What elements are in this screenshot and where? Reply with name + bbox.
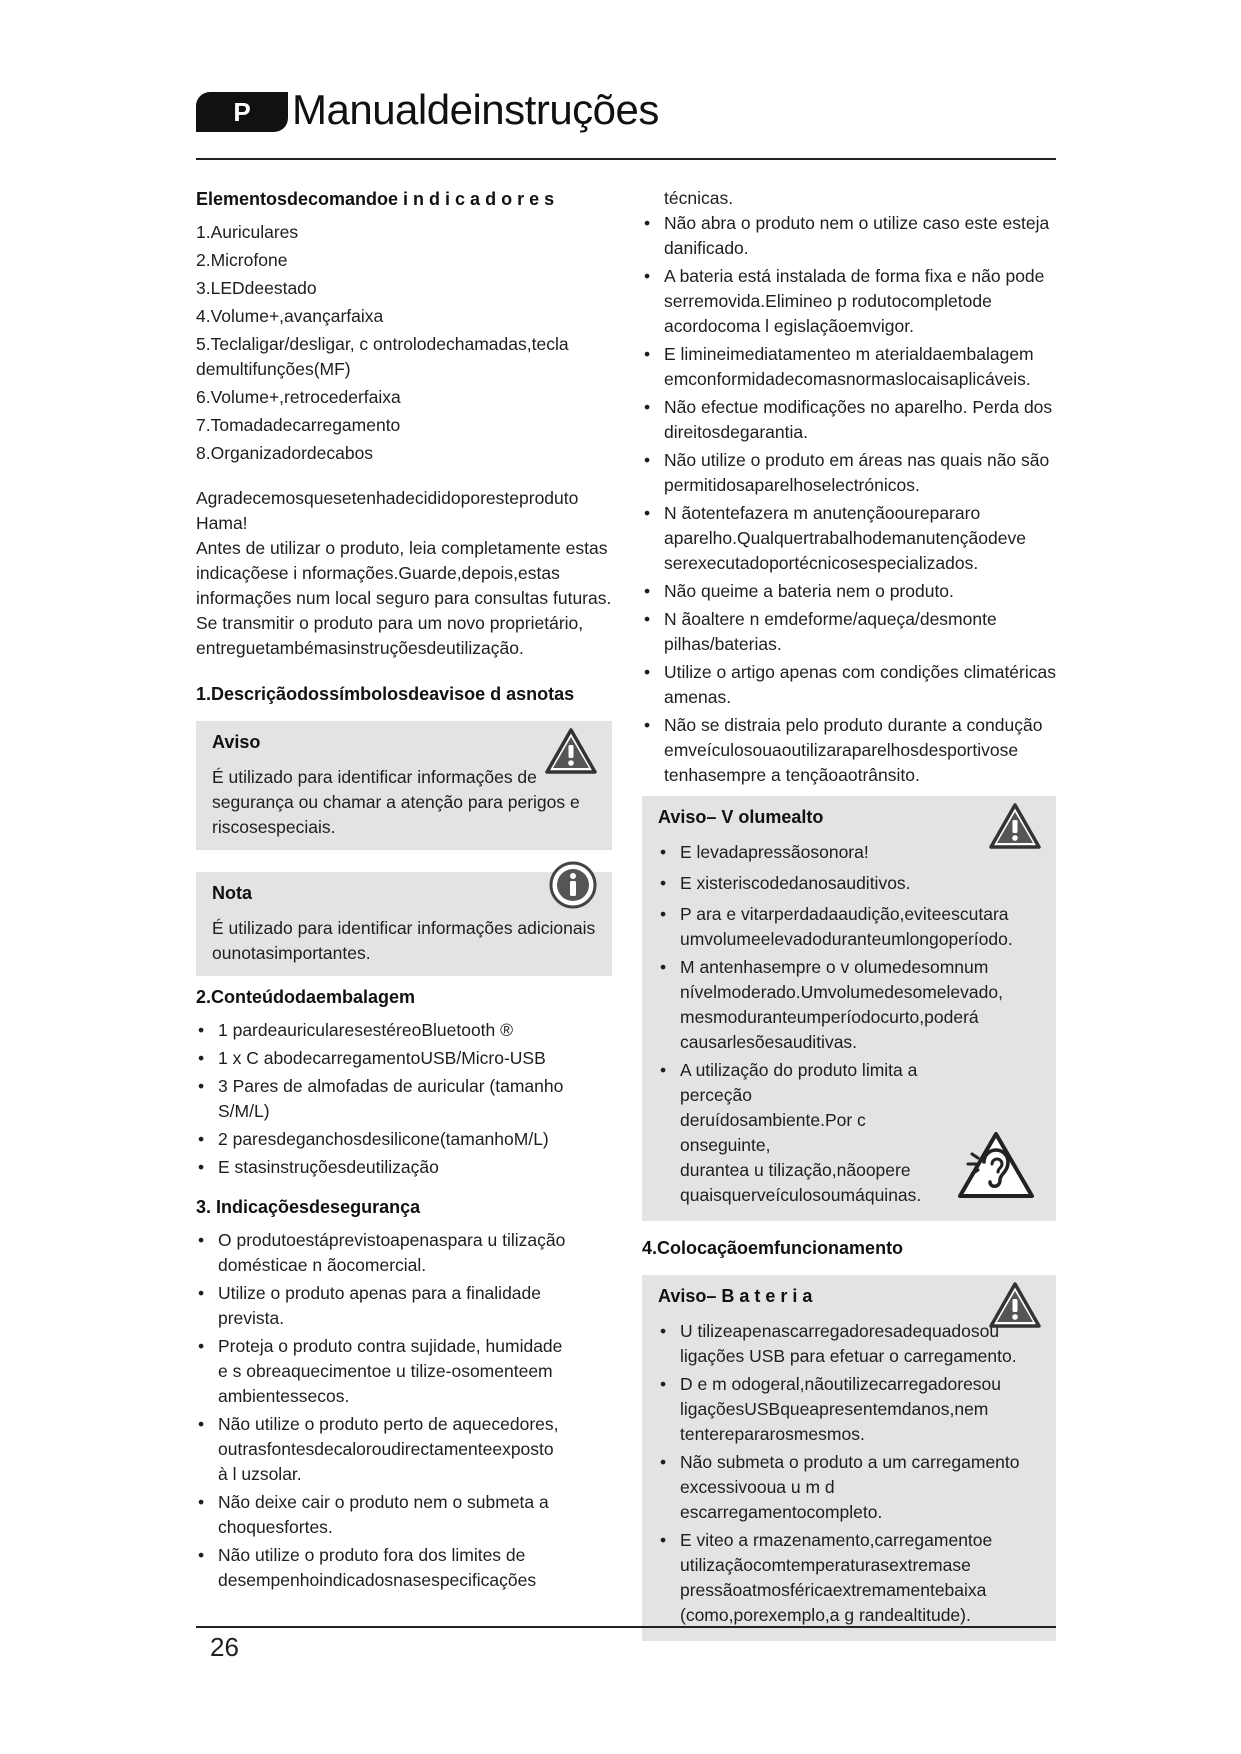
volume-warning-box bbox=[642, 796, 1056, 1221]
text-line: técnicas. bbox=[664, 188, 734, 208]
list-item: • E viteo a rmazenamento,carregamentoe utilizaçãocomtemperaturasextremase pressãoatmosféricaextremamentebaixa (como,porexemplo,a g randealtitude). bbox=[658, 1528, 1040, 1628]
right-column bbox=[642, 186, 1056, 1641]
text-line: Hama! bbox=[196, 513, 248, 533]
list-item: • A bateria está instalada de forma fixa e não pode serremovida.Elimineo p rodutocompletode acordocoma l egislaçãoemvigor. bbox=[642, 264, 1056, 339]
list-item: • N ãotentefazera m anutençãoourepararo aparelho.Qualquertrabalhodemanutençãodeve serexecutadoportécnicosespecializados. bbox=[642, 501, 1056, 576]
list-item: • D e m odogeral,nãoutilizecarregadoresou ligaçõesUSBqueapresentemdanos,nem tenterepararosmesmos. bbox=[658, 1372, 1040, 1447]
text-line: segurança ou chamar a atenção para perigos e bbox=[212, 792, 580, 812]
list-item: • Não utilize o produto fora dos limites de desempenhoindicadosnasespecificações bbox=[196, 1543, 612, 1593]
list-item: • U tilizeapenascarregadoresadequadosou ligações USB para efetuar o carregamento. bbox=[658, 1319, 1040, 1369]
battery-warning-title: Aviso– B a t e r i a bbox=[658, 1286, 813, 1306]
list-item: • Proteja o produto contra sujidade, humidade e s obreaquecimentoe u tilize-osomenteem ambientessecos. bbox=[196, 1334, 612, 1409]
list-item: • P ara e vitarperdadaaudição,eviteescutara umvolumeelevadoduranteumlongoperíodo. bbox=[658, 902, 1040, 952]
list-item: • O produtoestáprevistoapenaspara u tilização domésticae n ãocomercial. bbox=[196, 1228, 612, 1278]
list-item: • Não utilize o produto perto de aquecedores, outrasfontesdecaloroudirectamenteexposto à l uzsolar. bbox=[196, 1412, 612, 1487]
bottom-divider bbox=[196, 1626, 1056, 1628]
text-line: informações num local seguro para consultas futuras. bbox=[196, 588, 612, 608]
info-circle-icon bbox=[548, 860, 598, 917]
package-list bbox=[196, 1018, 612, 1180]
top-divider bbox=[196, 158, 1056, 160]
text-line: Agradecemosquesetenhadecididoporesteproduto bbox=[196, 488, 579, 508]
text-line: É utilizado para identificar informações adicionais bbox=[212, 918, 596, 938]
list-item: • 2 paresdeganchosdesilicone(tamanhoM/L) bbox=[196, 1127, 612, 1152]
controls-heading: Elementosdecomandoe i n d i c a d o r e s bbox=[196, 189, 555, 209]
list-item: • E xisteriscodedanosauditivos. bbox=[658, 871, 1040, 896]
controls-list bbox=[196, 220, 612, 466]
list-item: 4.Volume+,avançarfaixa bbox=[196, 306, 384, 326]
text-line: É utilizado para identificar informações de bbox=[212, 767, 537, 787]
ear-warning-icon bbox=[956, 1130, 1036, 1207]
aviso-title: Aviso bbox=[212, 732, 261, 752]
page-title: Manualdeinstruções bbox=[292, 86, 659, 133]
list-item: • A utilização do produto limita a perceção deruídosambiente.Por c onseguinte, durantea u tilização,nãoopere quaisquerveículosoumáquinas. bbox=[658, 1058, 1040, 1208]
safety-heading: 3. Indicaçõesdesegurança bbox=[196, 1197, 421, 1217]
intro-text bbox=[196, 486, 612, 661]
list-item: • Não abra o produto nem o utilize caso este esteja danificado. bbox=[642, 211, 1056, 261]
list-item: • 1 x C abodecarregamentoUSB/Micro-USB bbox=[196, 1046, 612, 1071]
list-item: 6.Volume+,retrocederfaixa bbox=[196, 387, 401, 407]
list-item: • Não utilize o produto em áreas nas quais não são permitidosaparelhoselectrónicos. bbox=[642, 448, 1056, 498]
list-item: • 1 pardeauricularesestéreoBluetooth ® bbox=[196, 1018, 612, 1043]
nota-box bbox=[196, 872, 612, 976]
list-item: • 3 Pares de almofadas de auricular (tamanho S/M/L) bbox=[196, 1074, 612, 1124]
list-item: • E levadapressãosonora! bbox=[658, 840, 1040, 865]
warning-triangle-icon bbox=[544, 727, 598, 782]
volume-warning-title: Aviso– V olumealto bbox=[658, 807, 824, 827]
list-item: 7.Tomadadecarregamento bbox=[196, 415, 401, 435]
list-item: 1.Auriculares bbox=[196, 222, 299, 242]
list-item: • Não submeta o produto a um carregamento excessivooua u m d escarregamentocompleto. bbox=[658, 1450, 1040, 1525]
text-line: entreguetambémasinstruçõesdeutilização. bbox=[196, 638, 524, 658]
package-heading: 2.Conteúdodaembalagem bbox=[196, 987, 416, 1007]
text-line: Se transmitir o produto para um novo proprietário, bbox=[196, 613, 584, 633]
aviso-box bbox=[196, 721, 612, 850]
list-item: • Utilize o artigo apenas com condições climatéricas amenas. bbox=[642, 660, 1056, 710]
page-number: 26 bbox=[210, 1632, 239, 1662]
safety-list bbox=[196, 1228, 612, 1593]
list-item: • Não se distraia pelo produto durante a condução emveículosouaoutilizaraparelhosdesportivose tenhasempre a tençãoaotrânsito. bbox=[642, 713, 1056, 788]
list-item: • M antenhasempre o v olumedesomnum nívelmoderado.Umvolumedesomelevado, mesmoduranteumperíodocurto,poderá causarlesõesauditivas. bbox=[658, 955, 1040, 1055]
list-item: • Não queime a bateria nem o produto. bbox=[642, 579, 1056, 604]
left-column bbox=[196, 186, 612, 1596]
list-item: 5.Teclaligar/desligar, c ontrolodechamadas,tecla bbox=[196, 334, 569, 354]
list-item: • Não efectue modificações no aparelho. Perda dos direitosdegarantia. bbox=[642, 395, 1056, 445]
list-item: • Utilize o produto apenas para a finalidade prevista. bbox=[196, 1281, 612, 1331]
safety-list-continued bbox=[642, 211, 1056, 788]
text-line: indicaçõese i nformações.Guarde,depois,estas bbox=[196, 563, 560, 583]
nota-title: Nota bbox=[212, 883, 252, 903]
list-item: 3.LEDdeestado bbox=[196, 278, 317, 298]
text-line: ounotasimportantes. bbox=[212, 943, 371, 963]
language-badge: P bbox=[196, 92, 288, 132]
list-item: demultifunções(MF) bbox=[196, 359, 351, 379]
list-item: • Não deixe cair o produto nem o submeta a choquesfortes. bbox=[196, 1490, 612, 1540]
symbols-heading: 1.Descriçãodossímbolosdeavisoe d asnotas bbox=[196, 684, 575, 704]
text-line: Antes de utilizar o produto, leia completamente estas bbox=[196, 538, 608, 558]
text-line: riscosespeciais. bbox=[212, 817, 336, 837]
list-item: • E limineimediatamenteo m aterialdaembalagem emconformidadecomasnormaslocaisaplicáveis. bbox=[642, 342, 1056, 392]
operation-heading: 4.Colocaçãoemfuncionamento bbox=[642, 1238, 904, 1258]
list-item: • E stasinstruçõesdeutilização bbox=[196, 1155, 612, 1180]
battery-warning-list bbox=[658, 1319, 1040, 1628]
list-item: 8.Organizadordecabos bbox=[196, 443, 374, 463]
list-item: • N ãoaltere n emdeforme/aqueça/desmonte pilhas/baterias. bbox=[642, 607, 1056, 657]
battery-warning-box bbox=[642, 1275, 1056, 1641]
list-item: 2.Microfone bbox=[196, 250, 288, 270]
